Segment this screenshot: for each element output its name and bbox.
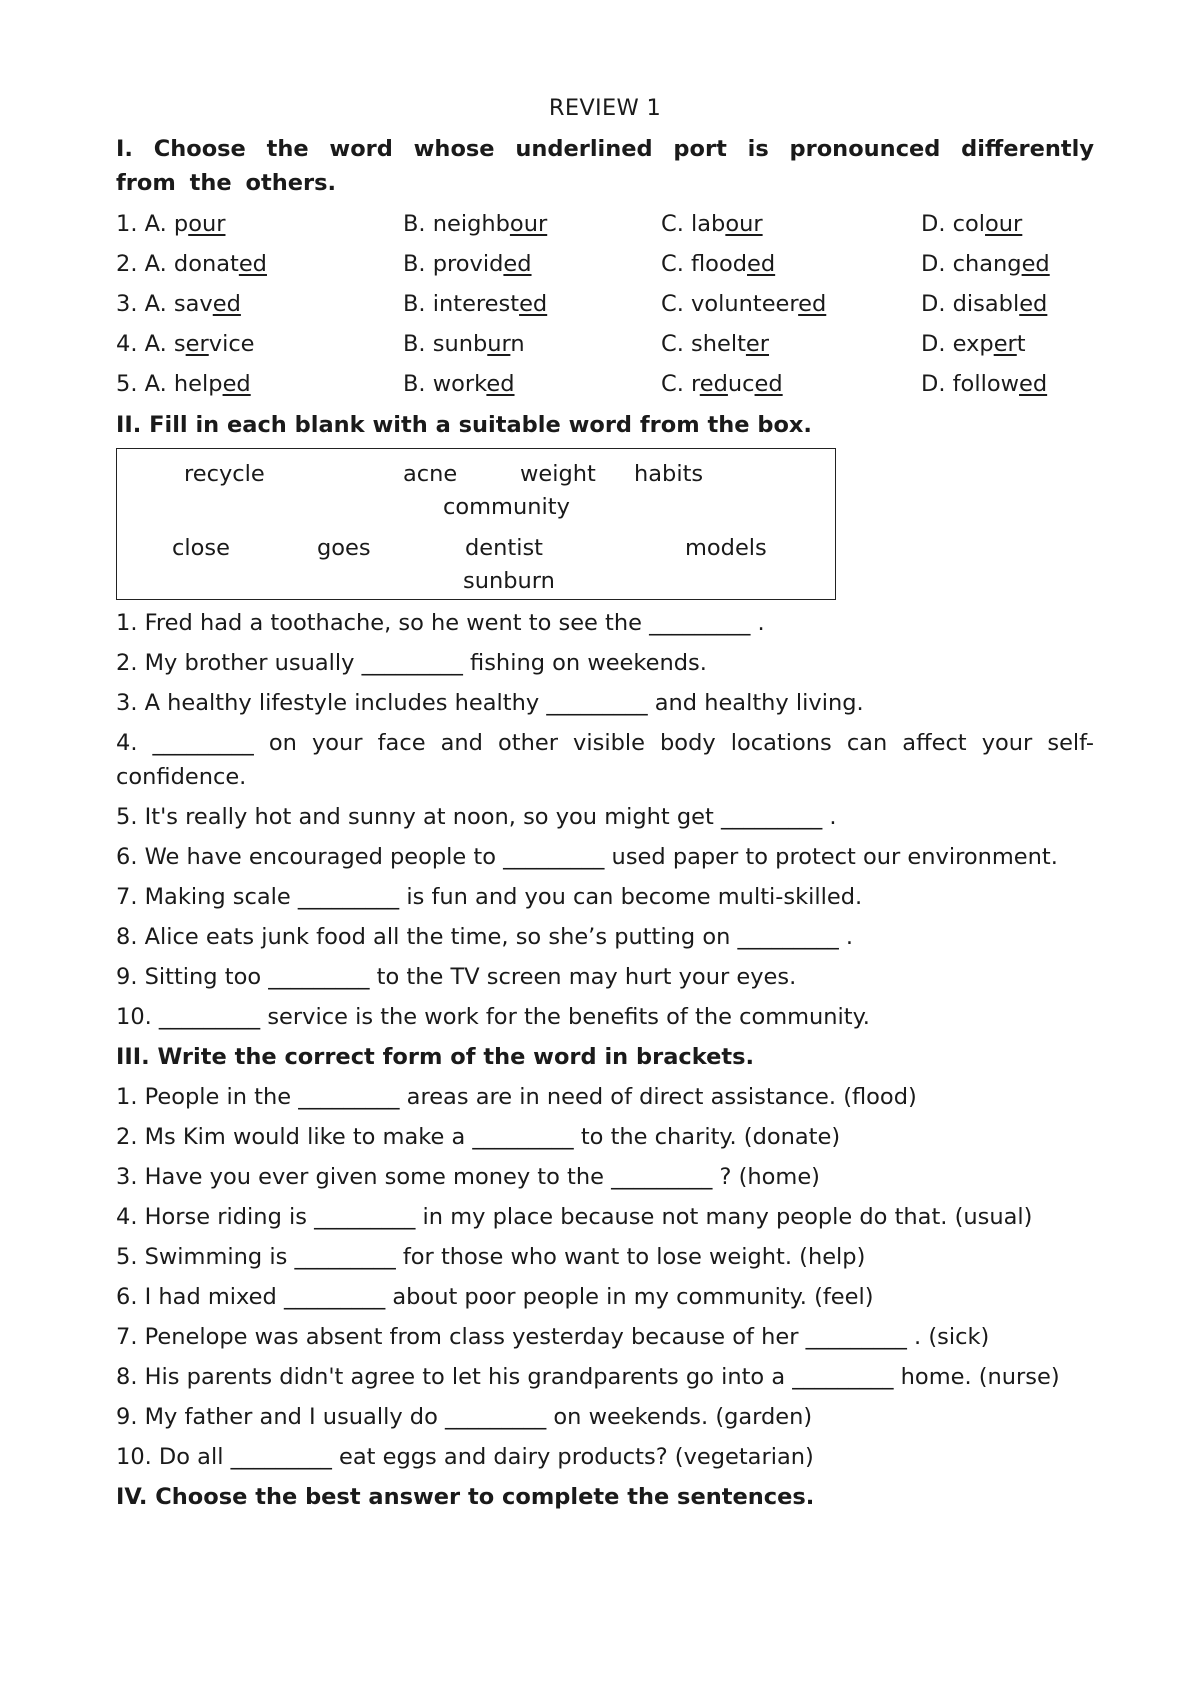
section-2-questions <box>116 606 1094 1034</box>
question: 2. Ms Kim would like to make a _________ to the charity. (donate) <box>116 1124 841 1150</box>
box-word: goes <box>317 535 371 561</box>
box-word: models <box>685 535 767 561</box>
question: 5. It's really hot and sunny at noon, so you might get _________ . <box>116 804 837 830</box>
option-d: D. colour <box>921 211 1023 237</box>
option-a: 1. A. pour <box>116 211 226 237</box>
mc-row <box>116 246 1094 286</box>
question: 8. Alice eats junk food all the time, so she’s putting on _________ . <box>116 924 854 950</box>
question: 1. Fred had a toothache, so he went to see the _________ . <box>116 610 765 636</box>
page-title: REVIEW 1 <box>548 95 662 121</box>
option-d: D. changed <box>921 251 1050 277</box>
question: 7. Making scale _________ is fun and you can become multi-skilled. <box>116 884 863 910</box>
section-4-heading: IV. Choose the best answer to complete the sentences. <box>116 1484 815 1510</box>
box-word: weight <box>520 461 596 487</box>
option-c: C. shelter <box>661 331 770 357</box>
option-b: B. worked <box>403 371 515 397</box>
word-box <box>116 448 836 600</box>
box-word: habits <box>634 461 704 487</box>
question: 6. We have encouraged people to _________ used paper to protect our environment. <box>116 844 1058 870</box>
option-b: B. interested <box>403 291 548 317</box>
option-a: 2. A. donated <box>116 251 267 277</box>
box-word: acne <box>403 461 458 487</box>
question: 6. I had mixed _________ about poor people in my community. (feel) <box>116 1284 874 1310</box>
option-c: C. flooded <box>661 251 776 277</box>
question: 7. Penelope was absent from class yesterday because of her _________ . (sick) <box>116 1324 990 1350</box>
mc-row <box>116 366 1094 406</box>
question: 4. Horse riding is _________ in my place because not many people do that. (usual) <box>116 1204 1033 1230</box>
question: 3. Have you ever given some money to the _________ ? (home) <box>116 1164 820 1190</box>
option-c: C. labour <box>661 211 763 237</box>
section-2-heading: II. Fill in each blank with a suitable word from the box. <box>116 412 812 438</box>
mc-row <box>116 326 1094 366</box>
question: 4. _________ on your face and other visible body locations can affect your self-confidence. <box>116 730 1094 790</box>
box-word: sunburn <box>463 568 555 594</box>
question: 10. Do all _________ eat eggs and dairy products? (vegetarian) <box>116 1444 814 1470</box>
option-b: B. neighbour <box>403 211 548 237</box>
section-1-questions <box>116 206 1094 406</box>
section-3-questions <box>116 1080 1094 1474</box>
option-a: 5. A. helped <box>116 371 251 397</box>
box-word: close <box>172 535 230 561</box>
section-1-heading: I. Choose the word whose underlined port is pronounced differently from the others. <box>116 136 1094 196</box>
option-d: D. disabled <box>921 291 1048 317</box>
option-a: 3. A. saved <box>116 291 241 317</box>
option-d: D. followed <box>921 371 1048 397</box>
box-word: dentist <box>465 535 544 561</box>
question: 9. Sitting too _________ to the TV screen may hurt your eyes. <box>116 964 797 990</box>
question: 8. His parents didn't agree to let his grandparents go into a _________ home. (nurse) <box>116 1364 1060 1390</box>
option-d: D. expert <box>921 331 1026 357</box>
option-c: C. reduced <box>661 371 783 397</box>
option-a: 4. A. service <box>116 331 255 357</box>
question: 5. Swimming is _________ for those who want to lose weight. (help) <box>116 1244 866 1270</box>
question: 1. People in the _________ areas are in need of direct assistance. (flood) <box>116 1084 917 1110</box>
question: 3. A healthy lifestyle includes healthy _________ and healthy living. <box>116 690 864 716</box>
mc-row <box>116 206 1094 246</box>
box-word: community <box>443 494 570 520</box>
question: 9. My father and I usually do _________ on weekends. (garden) <box>116 1404 813 1430</box>
box-word: recycle <box>184 461 265 487</box>
option-b: B. provided <box>403 251 532 277</box>
section-3-heading: III. Write the correct form of the word in brackets. <box>116 1044 755 1070</box>
worksheet-page <box>116 90 1094 1520</box>
option-c: C. volunteered <box>661 291 827 317</box>
mc-row <box>116 286 1094 326</box>
option-b: B. sunburn <box>403 331 525 357</box>
question: 10. _________ service is the work for the benefits of the community. <box>116 1004 870 1030</box>
question: 2. My brother usually _________ fishing on weekends. <box>116 650 707 676</box>
